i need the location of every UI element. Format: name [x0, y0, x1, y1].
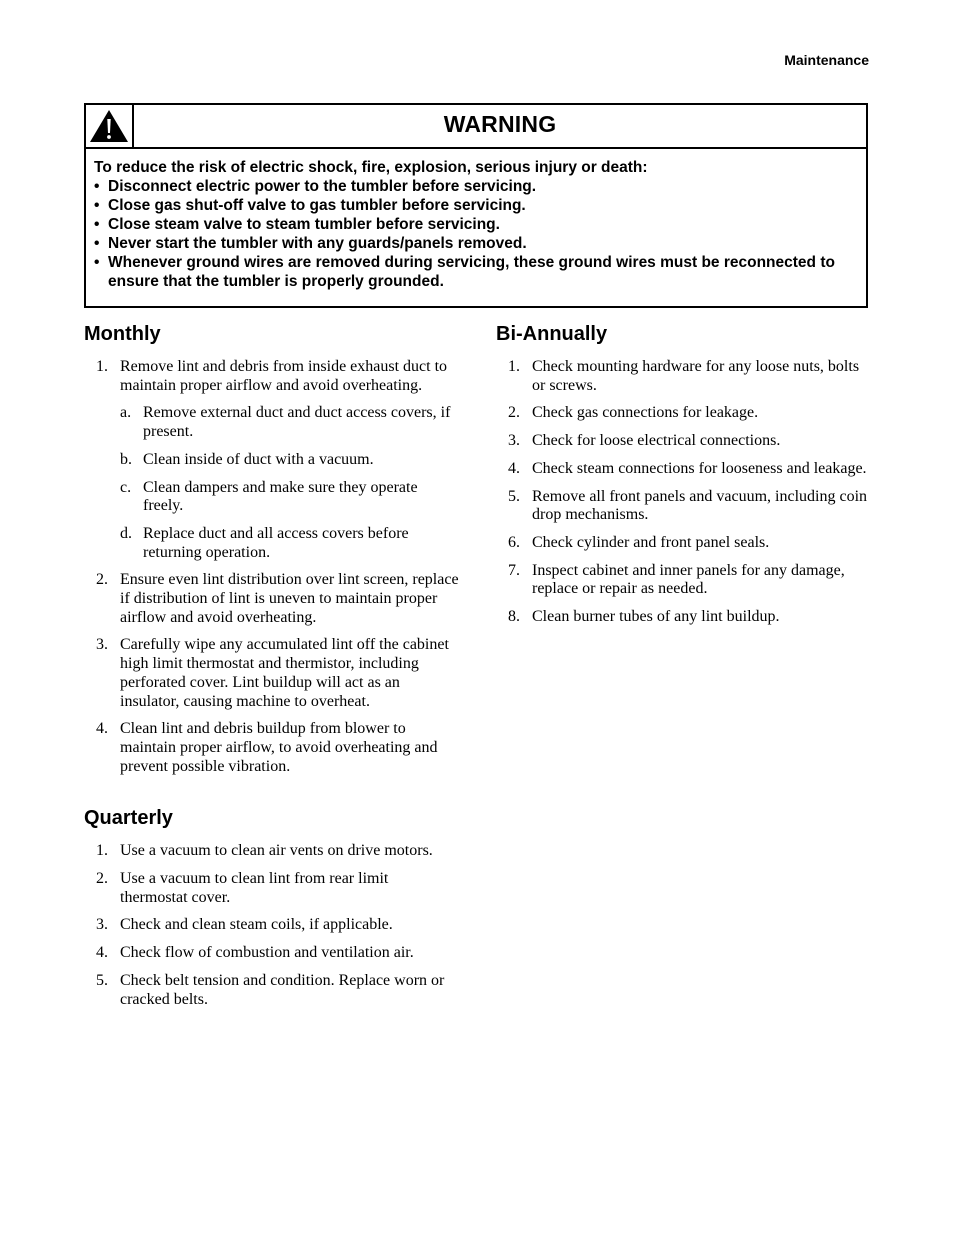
- sub-item-letter: d.: [120, 524, 132, 542]
- warning-item: • Never start the tumbler with any guards/panels removed.: [94, 234, 856, 253]
- item-number: 3.: [96, 916, 108, 934]
- item-text: Check mounting hardware for any loose nuts, bolts or screws.: [532, 358, 860, 394]
- item-text: Remove lint and debris from inside exhaust duct to maintain proper airflow and avoid overheating.: [120, 358, 448, 394]
- warning-item: • Close steam valve to steam tumbler before servicing.: [94, 215, 856, 234]
- right-column: [496, 322, 871, 636]
- warning-title: WARNING: [443, 111, 557, 137]
- item-number: 5.: [508, 487, 520, 505]
- list-item: [496, 460, 871, 479]
- item-number: 2.: [508, 404, 520, 422]
- warning-lead: To reduce the risk of electric shock, fire, explosion, serious injury or death:: [94, 159, 648, 176]
- sub-list-item: [120, 479, 459, 516]
- item-text: Check for loose electrical connections.: [532, 432, 781, 450]
- biannually-section: [496, 322, 871, 627]
- list-item: [496, 534, 871, 553]
- item-number: 2.: [96, 870, 108, 888]
- item-number: 4.: [96, 944, 108, 962]
- biannually-heading: Bi-Annually: [496, 323, 608, 345]
- item-text: Use a vacuum to clean lint from rear limit thermostat cover.: [120, 870, 389, 906]
- warning-triangle-icon: [89, 109, 129, 143]
- monthly-list: [84, 358, 459, 776]
- sub-list-item: [120, 525, 459, 562]
- item-number: 2.: [96, 571, 108, 589]
- list-item: [496, 608, 871, 627]
- sub-list: [120, 404, 459, 562]
- sub-item-text: Replace duct and all access covers before returning operation.: [143, 524, 409, 561]
- sub-item-letter: a.: [120, 404, 132, 422]
- sub-list-item: [120, 451, 459, 470]
- quarterly-heading: Quarterly: [84, 807, 173, 830]
- item-text: Inspect cabinet and inner panels for any damage, replace or repair as needed.: [532, 561, 845, 598]
- item-number: 3.: [508, 432, 520, 450]
- list-item: [84, 720, 459, 776]
- list-item: [84, 636, 459, 711]
- list-item: [84, 571, 459, 627]
- list-item: [84, 842, 459, 861]
- warning-box: [84, 103, 868, 308]
- quarterly-section: [84, 806, 459, 1009]
- list-item: [496, 432, 871, 451]
- item-text: Carefully wipe any accumulated lint off the cabinet high limit thermostat and thermistor, including perforated cover. Lint buildup will act as an insulator, causing machine to overheat.: [120, 636, 449, 710]
- sub-item-text: Remove external duct and duct access covers, if present.: [143, 404, 451, 441]
- warning-item: • Close gas shut-off valve to gas tumbler before servicing.: [94, 196, 856, 215]
- sub-item-letter: b.: [120, 450, 132, 468]
- sub-item-letter: c.: [120, 478, 132, 496]
- list-item: [84, 972, 459, 1009]
- item-number: 1.: [96, 358, 108, 375]
- list-item: [84, 916, 459, 935]
- warning-item: • Whenever ground wires are removed during servicing, these ground wires must be reconnected to ensure that the tumbler is properly grounded.: [94, 253, 856, 291]
- item-number: 3.: [96, 636, 108, 654]
- item-number: 4.: [508, 459, 520, 477]
- section-header: Maintenance: [784, 52, 869, 68]
- item-number: 1.: [96, 842, 108, 860]
- item-text: Check belt tension and condition. Replace worn or cracked belts.: [120, 971, 445, 1008]
- monthly-heading: Monthly: [84, 323, 161, 345]
- sub-item-text: Clean inside of duct with a vacuum.: [143, 450, 374, 468]
- item-text: Check cylinder and front panel seals.: [532, 533, 770, 551]
- item-number: 6.: [508, 533, 520, 551]
- item-text: Check flow of combustion and ventilation air.: [120, 944, 414, 962]
- item-text: Check steam connections for looseness and leakage.: [532, 459, 867, 477]
- quarterly-list: [84, 842, 459, 1009]
- warning-body: [94, 158, 856, 291]
- warning-item: • Disconnect electric power to the tumbler before servicing.: [94, 177, 856, 196]
- item-text: Check and clean steam coils, if applicable.: [120, 916, 393, 934]
- list-item: [496, 562, 871, 599]
- item-number: 7.: [508, 561, 520, 579]
- item-number: 1.: [508, 358, 520, 375]
- item-text: Ensure even lint distribution over lint screen, replace if distribution of lint is uneven to maintain proper airflow and avoid overheating.: [120, 571, 459, 626]
- left-column: [84, 322, 459, 1018]
- list-item: [84, 358, 459, 562]
- list-item: [84, 870, 459, 907]
- list-item: [496, 488, 871, 525]
- list-item: [496, 404, 871, 423]
- item-text: Use a vacuum to clean air vents on drive motors.: [120, 842, 433, 860]
- list-item: [84, 944, 459, 963]
- warning-title-row: [86, 105, 866, 149]
- warning-icon-cell: [86, 105, 134, 147]
- item-number: 8.: [508, 608, 520, 626]
- list-item: [496, 358, 871, 395]
- item-text: Check gas connections for leakage.: [532, 404, 759, 422]
- warning-list: [94, 177, 856, 291]
- monthly-section: [84, 322, 459, 776]
- item-number: 5.: [96, 971, 108, 989]
- sub-list-item: [120, 404, 459, 441]
- sub-item-text: Clean dampers and make sure they operate freely.: [143, 478, 418, 515]
- biannually-list: [496, 358, 871, 627]
- item-number: 4.: [96, 720, 108, 738]
- item-text: Remove all front panels and vacuum, including coin drop mechanisms.: [532, 487, 868, 524]
- item-text: Clean lint and debris buildup from blower to maintain proper airflow, to avoid overheating and prevent possible vibration.: [120, 720, 438, 775]
- item-text: Clean burner tubes of any lint buildup.: [532, 608, 780, 626]
